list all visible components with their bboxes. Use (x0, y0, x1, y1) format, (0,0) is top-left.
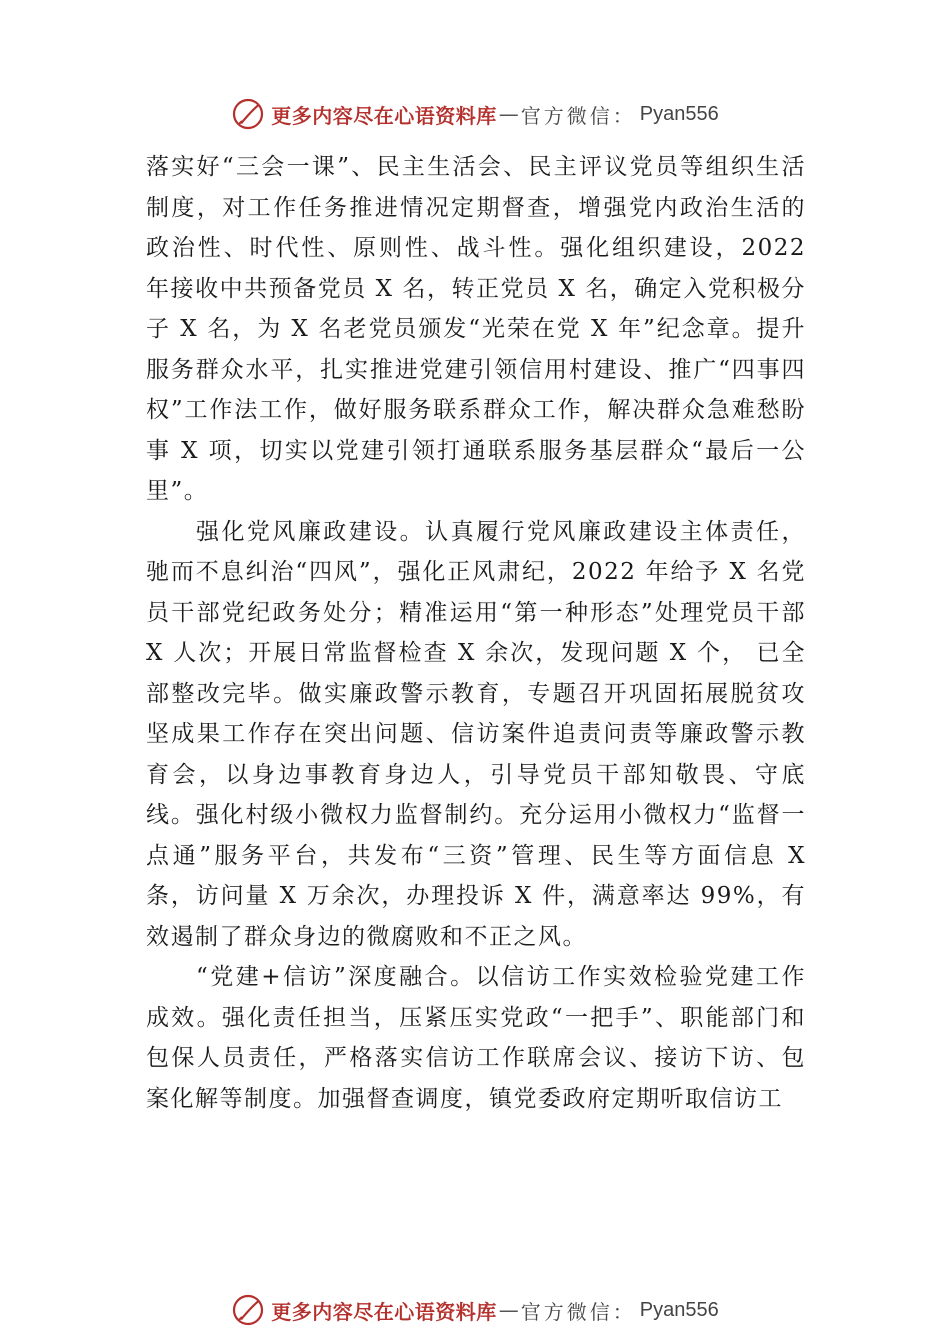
footer-wechat-id: Pyan556 (639, 1298, 719, 1321)
paragraph-2: 强化党风廉政建设。认真履行党风廉政建设主体责任，驰而不息纠治“四风”，强化正风肃纪，2022 年给予 X 名党员干部党纪政务处分；精准运用“第一种形态”处理党员干部 X 人次；开展日常监督检查 X 余次，发现问题 X 个， 已全部整改完毕。做实廉政警示教育，专题召开巩固拓展脱贫攻坚成果工作存在突出问题、信访案件追责问责等廉政警示教育会，以身边事教育身边人，引导党员干部知敬畏、守底线。强化村级小微权力监督制约。充分运用小微权力“监督一点通”服务平台，共发布“三资”管理、民生等方面信息 X 条，访问量 X 万余次，办理投诉 X 件，满意率达 99%，有效遏制了群众身边的微腐败和不正之风。 (146, 518, 806, 950)
footer-banner (0, 1290, 950, 1330)
paragraph-3: “党建+信访”深度融合。以信访工作实效检验党建工作成效。强化责任担当，压紧压实党政“一把手”、职能部门和包保人员责任，严格落实信访工作联席会议、接访下访、包案化解等制度。加强督查调度，镇党委政府定期听取信访工 (146, 964, 806, 1112)
quill-seal-icon (231, 1293, 265, 1327)
header-banner (0, 94, 950, 134)
banner-dash: — (498, 102, 519, 126)
footer-wechat-label: 官方微信： (520, 1299, 636, 1324)
footer-dash: — (498, 1298, 519, 1322)
banner-wechat-id: Pyan556 (639, 102, 719, 125)
quill-seal-icon (231, 97, 265, 131)
banner-brand-text: 更多内容尽在心语资料库 (271, 103, 497, 128)
document-body (146, 147, 806, 1119)
banner-wechat-label: 官方微信： (520, 103, 636, 128)
paragraph-1: 落实好“三会一课”、民主生活会、民主评议党员等组织生活制度，对工作任务推进情况定期督查，增强党内政治生活的政治性、时代性、原则性、战斗性。强化组织建设，2022 年接收中共预备党员 X 名，转正党员 X 名，确定入党积极分子 X 名，为 X 名老党员颁发“光荣在党 X 年”纪念章。提升服务群众水平，扎实推进党建引领信用村建设、推广“四事四权”工作法工作，做好服务联系群众工作，解决群众急难愁盼事 X 项，切实以党建引领打通联系服务基层群众“最后一公里”。 (146, 154, 806, 504)
footer-brand-text: 更多内容尽在心语资料库 (271, 1299, 497, 1324)
